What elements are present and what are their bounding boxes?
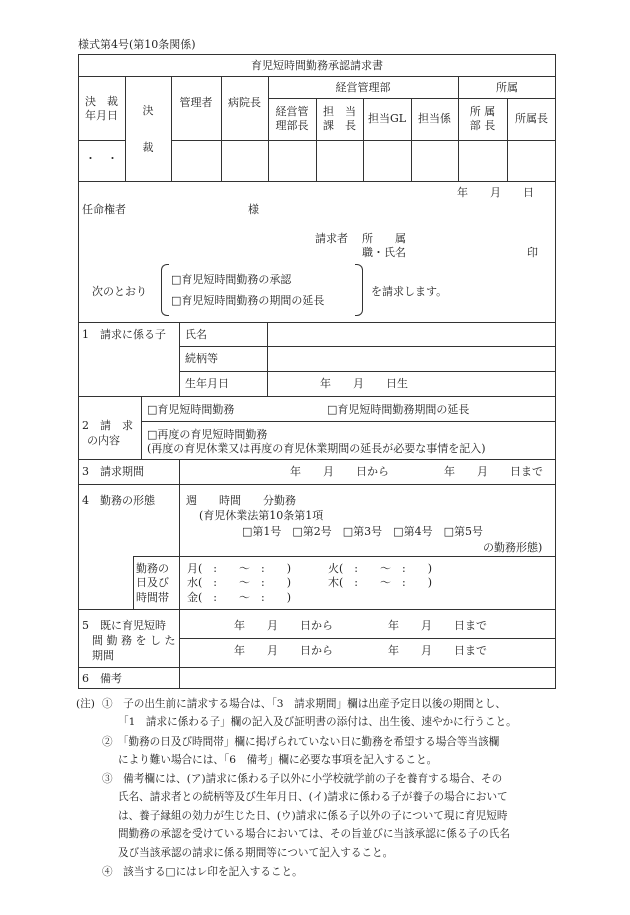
decision-date-field[interactable]: ・ ・ <box>85 152 118 165</box>
administrator-label: 管理者 <box>179 96 213 109</box>
aff-head-label: 所 属 <box>469 105 496 118</box>
tuesday-hours[interactable]: 火( : 〜 : ) <box>328 562 432 575</box>
monday-hours[interactable]: 月( : 〜 : ) <box>187 562 291 575</box>
divider <box>171 140 556 141</box>
thursday-hours[interactable]: 木( : 〜 : ) <box>328 576 432 589</box>
request-suffix: を請求します。 <box>371 285 448 298</box>
left-bracket <box>161 264 169 316</box>
schedule-label: 勤務の <box>136 562 169 575</box>
requester-label: 請求者 <box>315 232 348 245</box>
aff-chief-label: 所属長 <box>515 112 548 125</box>
child-relation-label: 続柄等 <box>185 352 218 365</box>
management-dept-label: 経営管理部 <box>335 81 391 94</box>
child-birth-label: 生年月日 <box>185 377 229 390</box>
section3-label: 3 請求期間 <box>82 465 144 478</box>
note-3: ③ 備考欄には、(ア)請求に係わる子以外に小学校就学前の子を養育する場合、その <box>102 773 503 785</box>
past-period-1[interactable]: 年 月 日から 年 月 日まで <box>234 619 487 632</box>
note-3: 間勤務の承認を受けている場合においては、その旨並びに当該承認に係る子の氏名 <box>118 828 510 840</box>
divider <box>78 459 556 460</box>
wednesday-hours[interactable]: 水( : 〜 : ) <box>187 576 291 589</box>
divider <box>179 638 556 639</box>
section-chief-label: 担 当 <box>323 105 356 118</box>
section2-label: の内容 <box>87 434 120 447</box>
divider <box>78 140 125 141</box>
divider <box>78 396 556 397</box>
seal-mark: 印 <box>527 246 538 259</box>
option-approval[interactable]: □育児短時間勤務の承認 <box>171 273 292 286</box>
divider <box>78 484 556 485</box>
schedule-label: 日及び <box>136 576 169 589</box>
section4-label: 4 勤務の形態 <box>82 494 155 507</box>
section5-label: 間 勤 務 を し た <box>92 634 176 647</box>
note-2: により難い場合には、「6 備考」欄に必要な事項を記入すること。 <box>118 754 438 766</box>
request-date: 年 月 日 <box>457 186 534 199</box>
dept-head-label: 理部長 <box>275 119 309 132</box>
intro-text: 次のとおり <box>92 285 147 298</box>
option-period-extension[interactable]: □育児短時間勤務期間の延長 <box>327 403 470 416</box>
work-form-options[interactable]: □第1号 □第2号 □第3号 □第4号 □第5号 <box>242 525 483 538</box>
note-3: 氏名、請求者との続柄等及び生年月日、(イ)請求に係わる子が養子の場合において <box>118 791 508 803</box>
affiliation-label: 所属 <box>496 81 518 94</box>
note-1: 「1 請求に係わる子」欄の記入及び証明書の添付は、出生後、速やかに行うこと。 <box>118 716 517 728</box>
divider <box>133 556 556 557</box>
hospital-director-label: 病院長 <box>228 96 261 109</box>
section6-label: 6 備考 <box>82 672 122 685</box>
child-birth-value[interactable]: 年 月 日生 <box>320 377 408 390</box>
decision-date-label: 年月日 <box>85 109 118 122</box>
past-period-2[interactable]: 年 月 日から 年 月 日まで <box>234 644 487 657</box>
section5-label: 5 既に育児短時 <box>82 619 166 632</box>
note-2: ② 「勤務の日及び時間帯」欄に掲げられていない日に勤務を希望する場合等当該欄 <box>102 736 500 748</box>
staff-label: 担当係 <box>418 112 451 125</box>
right-bracket <box>355 264 363 316</box>
decision-label: 裁 <box>142 141 154 154</box>
section5-label: 期間 <box>92 649 114 662</box>
gl-label: 担当GL <box>367 112 407 125</box>
decision-label: 決 <box>142 104 154 117</box>
repeat-note: (再度の育児休業又は再度の育児休業期間の延長が必要な事情を記入) <box>147 442 486 455</box>
note-3: 及び当該承認の請求に係る期間等について記入すること。 <box>118 847 394 859</box>
option-extension[interactable]: □育児短時間勤務の期間の延長 <box>171 294 325 307</box>
divider <box>78 667 556 668</box>
appointer-label: 任命権者 <box>82 203 126 216</box>
work-form-suffix: の勤務形態) <box>483 541 543 554</box>
divider <box>171 76 172 181</box>
divider <box>141 396 142 459</box>
decision-date-label: 決 裁 <box>85 95 118 108</box>
honorific: 様 <box>248 203 259 216</box>
section1-label: 1 請求に係る子 <box>82 328 166 341</box>
note-1: ① 子の出生前に請求する場合は、「3 請求期間」欄は出産予定日以後の期間とし、 <box>102 698 506 710</box>
divider <box>78 609 556 610</box>
divider <box>179 346 556 347</box>
divider <box>179 371 556 372</box>
divider <box>78 322 556 323</box>
divider <box>221 76 222 181</box>
option-repeat-short-work[interactable]: □再度の育児短時間勤務 <box>147 428 268 441</box>
note-3: は、養子縁組の効力が生じた日、(ウ)請求に係る子以外の子について現に育児短時 <box>118 810 508 822</box>
aff-head-label: 部 長 <box>469 119 496 132</box>
note-4: ④ 該当する□にはレ印を記入すること。 <box>102 866 303 878</box>
child-name-label: 氏名 <box>185 328 207 341</box>
divider <box>133 556 134 609</box>
request-period-value[interactable]: 年 月 日から 年 月 日まで <box>290 465 543 478</box>
section2-label: 2 請 求 <box>82 419 133 432</box>
form-label: 様式第4号(第10条関係) <box>78 38 196 51</box>
divider <box>179 459 180 484</box>
divider <box>141 421 556 422</box>
divider <box>179 484 180 609</box>
divider <box>78 181 556 182</box>
law-reference: (育児休業法第10条第1項 <box>199 509 324 522</box>
form-title: 育児短時間勤務承認請求書 <box>251 59 383 72</box>
friday-hours[interactable]: 金( : 〜 : ) <box>187 591 291 604</box>
notes-prefix: (注) <box>76 698 95 710</box>
section-chief-label: 課 長 <box>323 119 356 132</box>
name-field-label: 職・氏名 <box>362 246 406 259</box>
divider <box>125 76 126 181</box>
divider <box>268 98 556 99</box>
divider <box>179 667 180 689</box>
affiliation-field-label: 所 属 <box>362 232 406 245</box>
divider <box>179 322 180 396</box>
schedule-label: 時間帯 <box>136 591 169 604</box>
dept-head-label: 経営管 <box>275 105 309 118</box>
option-short-work[interactable]: □育児短時間勤務 <box>147 403 235 416</box>
divider <box>78 76 556 77</box>
divider <box>267 322 268 396</box>
weekly-hours[interactable]: 週 時間 分勤務 <box>186 494 296 507</box>
